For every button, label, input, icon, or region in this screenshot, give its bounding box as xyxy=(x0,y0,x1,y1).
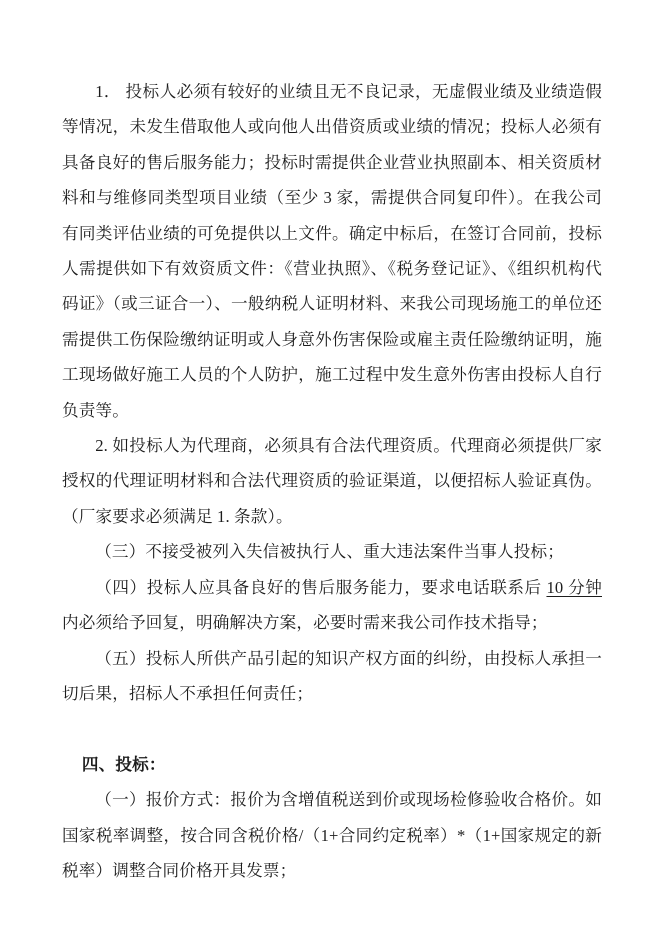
paragraph-clause-1: 1． 投标人必须有较好的业绩且无不良记录，无虚假业绩及业绩造假等情况，未发生借取他人或向他人出借资质或业绩的情况；投标人必须有具备良好的售后服务能力；投标时需提供企业营业执照副本、相关资质材料和与维修同类型项目业绩（至少 3 家，需提供合同复印件）。在我公司有同类评估业绩的可免提供以上文件。确定中标后，在签订合同前，投标人需提供如下有效资质文件：《营业执照》、《税务登记证》、《组织机构代码证》（或三证合一）、一般纳税人证明材料、来我公司现场施工的单位还需提供工伤保险缴纳证明或人身意外伤害保险或雇主责任险缴纳证明，施工现场做好施工人员的个人防护，施工过程中发生意外伤害由投标人自行负责等。 xyxy=(62,82,602,420)
clause-four-text-after: 内必须给予回复，明确解决方案，必要时需来我公司作技术指导； xyxy=(62,613,548,633)
clause-four-text-before: （四）投标人应具备良好的售后服务能力，要求电话联系后 xyxy=(95,577,547,597)
document-body xyxy=(62,74,602,888)
paragraph-clause-four xyxy=(62,570,602,641)
paragraph-clause-three: （三）不接受被列入失信被执行人、重大违法案件当事人投标； xyxy=(95,542,565,562)
clause-four-underlined-duration: 10 分钟 xyxy=(546,577,602,597)
section-gap-spacer xyxy=(62,711,602,746)
paragraph-clause-five: （五）投标人所供产品引起的知识产权方面的纠纷，由投标人承担一切后果，招标人不承担任何责任； xyxy=(62,648,602,703)
paragraph-price-method: （一）报价方式：报价为含增值税送到价或现场检修验收合格价。如国家税率调整，按合同含税价格/（1+合同约定税率）*（1+国家规定的新税率）调整合同价格开具发票； xyxy=(62,790,602,880)
paragraph-clause-2: 2. 如投标人为代理商，必须具有合法代理资质。代理商必须提供厂家授权的代理证明材料和合法代理资质的验证渠道，以便招标人验证真伪。（厂家要求必须满足 1. 条款）。 xyxy=(62,436,602,526)
section-heading-four: 四、投标： xyxy=(81,754,166,774)
